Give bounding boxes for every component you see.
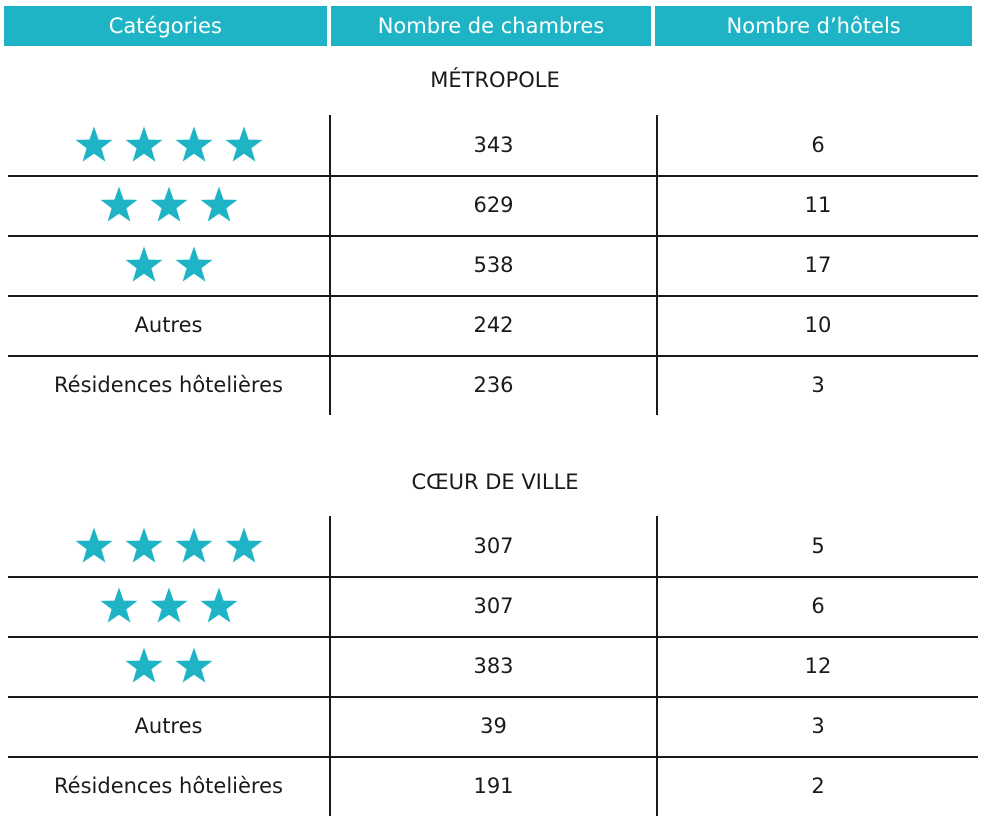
rooms-count: 343: [329, 115, 656, 175]
table-metropole: [8, 115, 978, 415]
rooms-count: 629: [329, 175, 656, 235]
rooms-count: 242: [329, 295, 656, 355]
star-icon: [124, 526, 164, 566]
star-rating: [8, 636, 329, 696]
stars-2: [124, 245, 214, 285]
star-icon: [174, 646, 214, 686]
hotels-count: 12: [656, 636, 978, 696]
star-icon: [174, 125, 214, 165]
stars-4: [74, 526, 264, 566]
table-row: [8, 756, 978, 816]
star-rating: [8, 235, 329, 295]
hotels-count: 10: [656, 295, 978, 355]
star-icon: [224, 125, 264, 165]
hotels-count: 5: [656, 516, 978, 576]
hotels-count: 11: [656, 175, 978, 235]
star-rating: [8, 175, 329, 235]
section-title-metropole: MÉTROPOLE: [430, 68, 560, 92]
rooms-count: 307: [329, 576, 656, 636]
star-rating: [8, 516, 329, 576]
table-row: [8, 115, 978, 175]
table-row: [8, 516, 978, 576]
star-icon: [124, 245, 164, 285]
star-icon: [224, 526, 264, 566]
star-icon: [174, 526, 214, 566]
category-label: Autres: [134, 313, 203, 337]
header-rooms: Nombre de chambres: [331, 6, 652, 46]
hotels-count: 6: [656, 576, 978, 636]
star-icon: [124, 646, 164, 686]
hotels-count: 3: [656, 696, 978, 756]
table-row: [8, 636, 978, 696]
star-icon: [149, 185, 189, 225]
category-label: Autres: [134, 714, 203, 738]
star-icon: [124, 125, 164, 165]
rooms-count: 236: [329, 355, 656, 415]
star-rating: [8, 576, 329, 636]
header-categories: Catégories: [4, 6, 327, 46]
section-title-coeur-de-ville: CŒUR DE VILLE: [411, 470, 579, 494]
rooms-count: 39: [329, 696, 656, 756]
stars-3: [99, 185, 239, 225]
stars-3: [99, 586, 239, 626]
table-header: [4, 6, 972, 46]
table-row: [8, 295, 978, 355]
star-icon: [174, 245, 214, 285]
table-row: [8, 576, 978, 636]
star-icon: [149, 586, 189, 626]
table-row: [8, 696, 978, 756]
star-icon: [99, 185, 139, 225]
hotels-count: 2: [656, 756, 978, 816]
hotels-count: 3: [656, 355, 978, 415]
rooms-count: 307: [329, 516, 656, 576]
star-icon: [199, 586, 239, 626]
rooms-count: 538: [329, 235, 656, 295]
star-icon: [74, 526, 114, 566]
table-row: [8, 175, 978, 235]
stars-4: [74, 125, 264, 165]
hotels-count: 6: [656, 115, 978, 175]
header-hotels: Nombre d’hôtels: [655, 6, 972, 46]
hotels-count: 17: [656, 235, 978, 295]
table-coeur-de-ville: [8, 516, 978, 816]
stars-2: [124, 646, 214, 686]
category-label: Résidences hôtelières: [54, 373, 283, 397]
star-rating: [8, 115, 329, 175]
table-row: [8, 355, 978, 415]
table-row: [8, 235, 978, 295]
star-icon: [199, 185, 239, 225]
category-label: Résidences hôtelières: [54, 774, 283, 798]
rooms-count: 191: [329, 756, 656, 816]
rooms-count: 383: [329, 636, 656, 696]
star-icon: [99, 586, 139, 626]
star-icon: [74, 125, 114, 165]
